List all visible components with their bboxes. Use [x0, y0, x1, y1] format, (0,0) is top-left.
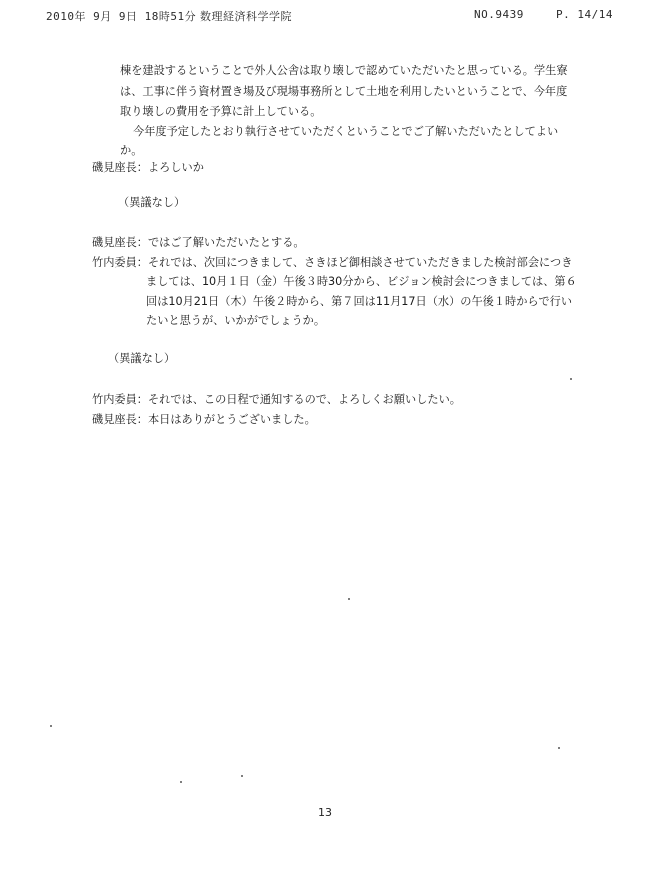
scan-speck	[241, 775, 243, 777]
chair-remark: 磯見座長：本日はありがとうございました。	[92, 413, 316, 426]
fax-header	[0, 6, 650, 26]
page-number: 13	[318, 806, 332, 819]
chair-remark: 磯見座長：よろしいか	[92, 161, 204, 174]
fax-page-count: P. 14/14	[556, 8, 613, 21]
paragraph-line: か。	[120, 144, 143, 157]
no-objection-note: （異議なし）	[118, 196, 186, 209]
paragraph-line: 今年度予定したとおり執行させていただくということでご了解いただいたとしてよい	[133, 125, 559, 138]
paragraph-line: 棟を建設するということで外人公舎は取り壊しで認めていただいたと思っている。学生寮	[120, 64, 568, 77]
scan-speck	[180, 781, 182, 783]
paragraph-line: は、工事に伴う資材置き場及び現場事務所として土地を利用したいということで、今年度	[120, 85, 568, 98]
scan-speck	[348, 598, 350, 600]
chair-remark: 磯見座長：ではご了解いただいたとする。	[92, 236, 305, 249]
fax-datetime: 2010年 9月 9日 18時51分	[46, 10, 197, 23]
scan-speck	[558, 747, 560, 749]
paragraph-line: 取り壊しの費用を予算に計上している。	[120, 105, 322, 118]
committee-remark-line: ましては、10月１日（金）午後３時30分から、ビジョン検討会につきましては、第６	[146, 275, 577, 288]
scan-speck	[50, 725, 52, 727]
committee-remark-line: 回は10月21日（木）午後２時から、第７回は11月17日（水）の午後１時からで行い	[146, 295, 573, 308]
no-objection-note: （異議なし）	[108, 352, 176, 365]
committee-remark-line: たいと思うが、いかがでしょうか。	[146, 314, 326, 327]
scan-speck	[570, 378, 572, 380]
committee-remark: 竹内委員：それでは、この日程で通知するので、よろしくお願いしたい。	[92, 393, 461, 406]
committee-remark: 竹内委員：それでは、次回につきまして、さきほど御相談させていただきました検討部会につき	[92, 256, 573, 269]
fax-number: NO.9439	[474, 8, 524, 21]
fax-sender: 数理経済科学学院	[200, 10, 292, 23]
